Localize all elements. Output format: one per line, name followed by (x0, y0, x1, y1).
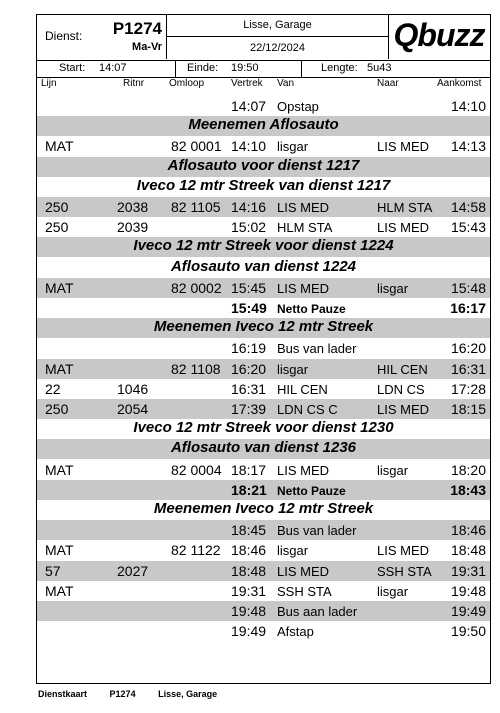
cell-van: lisgar (277, 139, 309, 155)
dienst-cell (37, 15, 167, 59)
cell-lijn: MAT (45, 360, 74, 377)
col-van: Van (277, 78, 295, 89)
cell-naar: HIL CEN (377, 361, 428, 377)
footer (38, 689, 237, 699)
col-ritnr: Ritnr (123, 78, 145, 89)
cell-van: LIS MED (277, 563, 330, 579)
cell-aankomst: 16:31 (450, 360, 486, 377)
cell-aankomst: 15:43 (450, 219, 486, 236)
cell-vertrek: 17:39 (231, 401, 267, 417)
cell-vertrek: 16:19 (231, 340, 267, 357)
cell-vertrek: 14:10 (231, 138, 267, 155)
cell-lijn: MAT (45, 279, 74, 296)
pause-row (37, 480, 490, 500)
cell-aankomst: 15:48 (450, 279, 486, 296)
table-row (37, 359, 490, 379)
cell-naar: LIS MED (377, 402, 430, 417)
cell-van: Opstap (277, 99, 319, 114)
length-value: 5u43 (367, 62, 392, 74)
cell-aankomst: 17:28 (450, 380, 486, 397)
cell-ritnr: 1046 (117, 380, 149, 397)
cell-vertrek: 15:02 (231, 219, 267, 236)
cell-vertrek: 19:48 (231, 603, 267, 619)
cell-van: Bus van lader (277, 341, 357, 357)
cell-lijn: MAT (45, 542, 74, 559)
pause-label: Netto Pauze (277, 483, 346, 498)
col-lijn: Lijn (41, 78, 57, 89)
cell-aankomst: 18:15 (450, 401, 486, 417)
dienst-number: P1274 (112, 19, 162, 38)
table-row (37, 278, 490, 298)
cell-omloop: 82 0004 (171, 461, 222, 478)
col-aankomst: Aankomst (437, 78, 482, 89)
section-header: Aflosauto van dienst 1224 (170, 257, 357, 275)
cell-vertrek: 18:45 (231, 522, 267, 539)
service-card (36, 14, 491, 684)
pause-label: Netto Pauze (277, 302, 346, 316)
section-header: Meenemen Iveco 12 mtr Streek (37, 318, 490, 338)
card-header (37, 15, 490, 61)
cell-van: LIS MED (277, 462, 330, 478)
cell-lijn: 250 (45, 219, 69, 236)
table-row (37, 540, 490, 560)
footer-location: Lisse, Garage (158, 689, 218, 699)
cell-aankomst: 19:50 (450, 623, 486, 640)
cell-van: LIS MED (277, 200, 330, 215)
date: 22/12/2024 (249, 42, 306, 54)
table-row (37, 379, 490, 399)
cell-vertrek: 18:46 (231, 542, 267, 559)
col-omloop: Omloop (169, 78, 205, 89)
column-headers (37, 78, 490, 92)
cell-naar: lisgar (377, 280, 409, 296)
dienst-label: Dienst: (45, 29, 83, 43)
cell-vertrek: 15:45 (231, 279, 267, 296)
cell-van: LDN CS C (277, 402, 338, 417)
table-row (37, 561, 490, 581)
section-header: Iveco 12 mtr Streek voor dienst 1230 (133, 419, 394, 437)
cell-aankomst: 18:46 (450, 522, 486, 539)
cell-aankomst: 19:49 (450, 603, 486, 619)
table-row (37, 601, 490, 621)
pause-row (37, 298, 490, 318)
cell-naar: lisgar (377, 462, 409, 478)
end-time: 19:50 (231, 62, 259, 74)
cell-van: lisgar (277, 543, 309, 559)
cell-vertrek: 18:48 (231, 562, 267, 579)
cell-vertrek: 14:16 (231, 199, 267, 215)
table-row (37, 460, 490, 480)
cell-ritnr: 2038 (117, 199, 149, 215)
cell-aankomst: 14:58 (450, 199, 486, 215)
cell-vertrek: 19:31 (231, 582, 267, 599)
table-row (37, 621, 490, 641)
cell-naar: lisgar (377, 583, 409, 599)
cell-van: Bus aan lader (277, 604, 358, 619)
cell-vertrek: 18:17 (231, 461, 267, 478)
cell-aankomst: 14:10 (450, 98, 486, 114)
cell-lijn: 250 (45, 199, 69, 215)
cell-van: LIS MED (277, 280, 330, 296)
cell-aankomst: 14:13 (450, 138, 486, 155)
section-header: Aflosauto voor dienst 1217 (37, 157, 490, 177)
cell-van: lisgar (277, 361, 309, 377)
cell-vertrek: 16:31 (231, 380, 267, 397)
cell-lijn: 250 (45, 401, 69, 417)
cell-van: Afstap (277, 624, 314, 640)
cell-omloop: 82 1105 (171, 199, 221, 215)
section-header: Aflosauto van dienst 1236 (37, 439, 490, 459)
cell-aankomst: 16:17 (450, 300, 486, 316)
cell-aankomst: 16:20 (450, 340, 486, 357)
cell-vertrek: 16:20 (231, 360, 267, 377)
cell-ritnr: 2054 (117, 401, 149, 417)
cell-naar: LIS MED (377, 220, 430, 236)
cell-omloop: 82 1122 (171, 542, 221, 559)
table-row (37, 520, 490, 540)
cell-lijn: 22 (45, 380, 61, 397)
cell-vertrek: 19:49 (231, 623, 267, 640)
cell-vertrek: 18:21 (231, 481, 267, 498)
cell-aankomst: 18:43 (450, 481, 486, 498)
col-vertrek: Vertrek (231, 78, 263, 89)
start-time: 14:07 (99, 62, 127, 74)
table-row (37, 338, 490, 358)
table-row (37, 581, 490, 601)
cell-lijn: 57 (45, 562, 61, 579)
info-bar (37, 60, 490, 78)
cell-ritnr: 2027 (117, 562, 149, 579)
section-header: Iveco 12 mtr Streek van dienst 1217 (136, 176, 391, 194)
qbuzz-logo: Qbuzz (393, 17, 485, 53)
cell-naar: LDN CS (377, 381, 425, 397)
cell-vertrek: 14:07 (231, 98, 267, 114)
cell-naar: SSH STA (377, 563, 432, 579)
cell-omloop: 82 1108 (171, 360, 221, 377)
table-row (37, 399, 490, 419)
length-label: Lengte: (321, 62, 358, 74)
cell-lijn: MAT (45, 582, 74, 599)
cell-omloop: 82 0001 (171, 138, 222, 155)
cell-naar: HLM STA (377, 200, 433, 215)
cell-vertrek: 15:49 (231, 300, 267, 316)
end-label: Einde: (187, 62, 219, 74)
table-row (37, 136, 490, 156)
section-header: Meenemen Aflosauto (37, 116, 490, 136)
service-days: Ma-Vr (132, 41, 162, 53)
cell-lijn: MAT (45, 138, 74, 155)
start-label: Start: (59, 62, 86, 74)
table-row (37, 217, 490, 237)
cell-aankomst: 19:48 (450, 582, 486, 599)
cell-van: HLM STA (277, 220, 333, 236)
section-header: Iveco 12 mtr Streek voor dienst 1224 (37, 237, 490, 257)
footer-dienst: P1274 (109, 689, 136, 699)
cell-aankomst: 18:48 (450, 542, 486, 559)
footer-label: Dienstkaart (38, 689, 88, 699)
cell-omloop: 82 0002 (171, 279, 222, 296)
cell-van: SSH STA (277, 583, 332, 599)
cell-ritnr: 2039 (117, 219, 149, 236)
cell-aankomst: 19:31 (450, 562, 486, 579)
col-naar: Naar (377, 78, 399, 89)
location: Lisse, Garage (243, 19, 312, 31)
location-cell (167, 15, 389, 59)
cell-van: HIL CEN (277, 381, 328, 397)
section-header: Meenemen Iveco 12 mtr Streek (153, 500, 374, 517)
cell-aankomst: 18:20 (450, 461, 486, 478)
cell-naar: LIS MED (377, 139, 430, 155)
table-row (37, 197, 490, 217)
cell-naar: LIS MED (377, 543, 430, 559)
cell-lijn: MAT (45, 461, 74, 478)
cell-van: Bus van lader (277, 523, 357, 539)
table-row (37, 96, 490, 116)
